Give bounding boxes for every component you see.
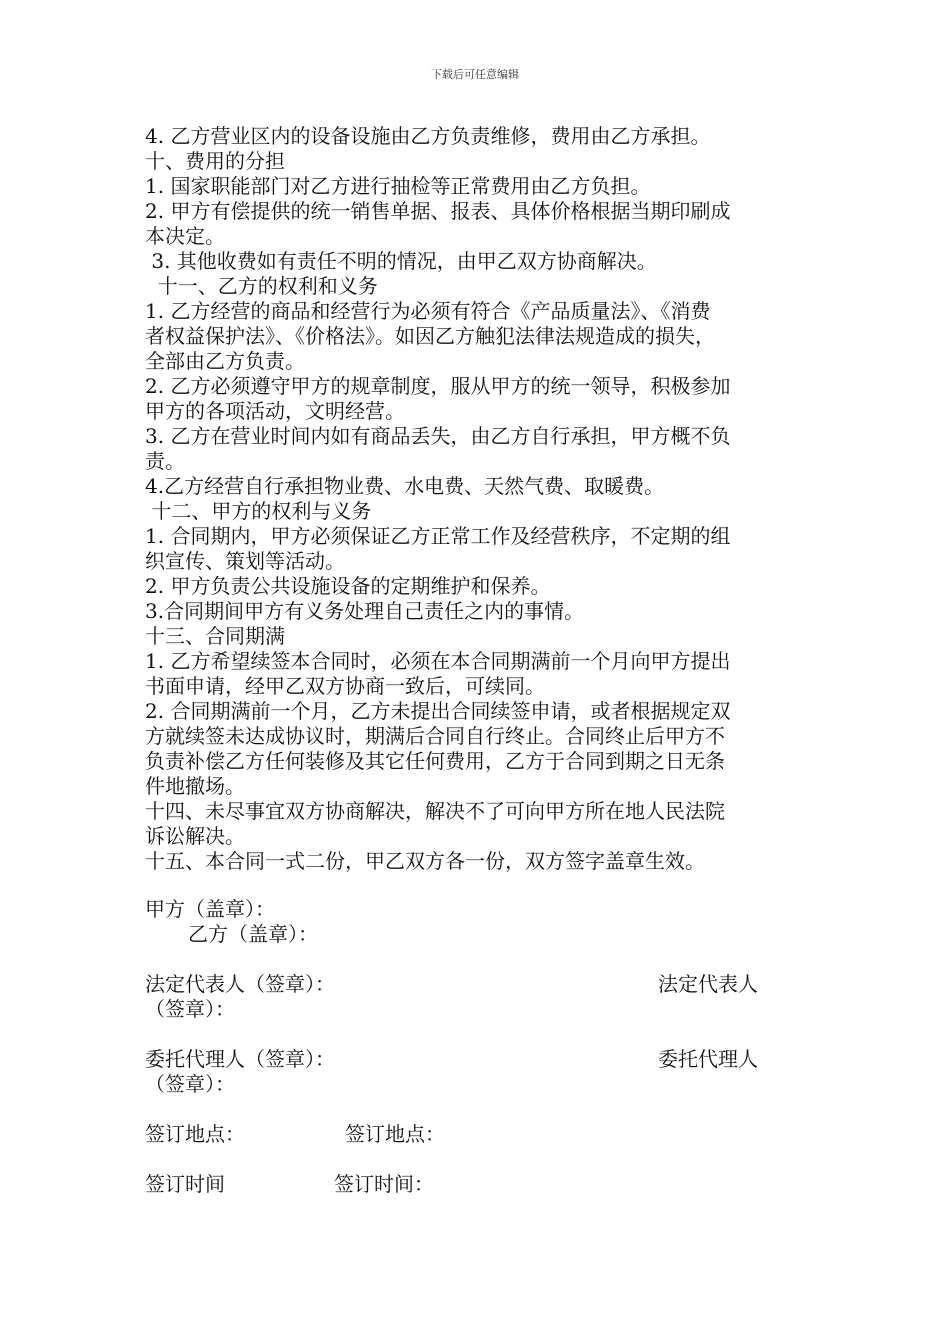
clause-line: 2. 甲方有偿提供的统一销售单据、报表、具体价格根据当期印刷成 [145, 199, 731, 223]
legal-rep-b-label: 法定代表人 [658, 972, 758, 996]
section-heading: 十三、合同期满 [145, 624, 285, 648]
time-b-label: 签订时间： [334, 1172, 434, 1196]
party-b-seal-label: 乙方（盖章）： [188, 922, 318, 946]
clause-line: 2. 合同期满前一个月，乙方未提出合同续签申请，或者根据规定双 [145, 699, 731, 723]
clause-line: 1. 乙方希望续签本合同时，必须在本合同期满前一个月向甲方提出 [145, 649, 731, 673]
clause-line: 2. 甲方负责公共设施设备的定期维护和保养。 [145, 574, 551, 598]
clause-line: 件地撤场。 [145, 774, 245, 798]
legal-rep-a-label: 法定代表人（签章）： [145, 972, 335, 996]
clause-line: 1. 合同期内，甲方必须保证乙方正常工作及经营秩序，不定期的组 [145, 524, 731, 548]
clause-line: 方就续签未达成协议时，期满后合同自行终止。合同终止后甲方不 [145, 724, 725, 748]
clause-line: 4. 乙方营业区内的设备设施由乙方负责维修，费用由乙方承担。 [145, 124, 711, 148]
agent-b-cont: （签章）： [145, 1072, 235, 1096]
clause-line: 4.乙方经营自行承担物业费、水电费、天然气费、取暖费。 [145, 474, 665, 498]
time-a-label: 签订时间 [145, 1172, 225, 1196]
clause-line: 2. 乙方必须遵守甲方的规章制度，服从甲方的统一领导，积极参加 [145, 374, 731, 398]
clause-line: 全部由乙方负责。 [145, 349, 305, 373]
clause-line: 责。 [145, 449, 185, 473]
clause-line: 1. 国家职能部门对乙方进行抽检等正常费用由乙方负担。 [145, 174, 651, 198]
agent-a-label: 委托代理人（签章）： [145, 1047, 335, 1071]
clause-line: 诉讼解决。 [145, 824, 245, 848]
clause-line: 3.合同期间甲方有义务处理自己责任之内的事情。 [145, 599, 585, 623]
legal-rep-b-cont: （签章）： [145, 997, 235, 1021]
party-a-seal-label: 甲方（盖章）： [145, 897, 275, 921]
clause-line: 书面申请，经甲乙双方协商一致后，可续同。 [145, 674, 545, 698]
section-heading: 十一、乙方的权利和义务 [145, 274, 378, 298]
clause-line: 负责补偿乙方任何装修及其它任何费用，乙方于合同到期之日无条 [145, 749, 725, 773]
clause-line: 本决定。 [145, 224, 225, 248]
clause-line: 甲方的各项活动，文明经营。 [145, 399, 405, 423]
section-heading: 十四、未尽事宜双方协商解决，解决不了可向甲方所在地人民法院 [145, 799, 725, 823]
section-heading: 十二、甲方的权利与义务 [145, 499, 372, 523]
page-header: 下载后可任意编辑 [431, 68, 519, 81]
place-a-label: 签订地点： [145, 1122, 245, 1146]
section-heading: 十五、本合同一式二份，甲乙双方各一份，双方签字盖章生效。 [145, 849, 705, 873]
clause-line: 3. 乙方在营业时间内如有商品丢失，由乙方自行承担，甲方概不负 [145, 424, 731, 448]
place-b-label: 签订地点： [345, 1122, 445, 1146]
clause-line: 3. 其他收费如有责任不明的情况，由甲乙双方协商解决。 [145, 249, 657, 273]
section-heading: 十、费用的分担 [145, 149, 285, 173]
contract-body [145, 124, 805, 874]
clause-line: 者权益保护法》、《价格法》。如因乙方触犯法律法规造成的损失， [145, 324, 715, 348]
agent-b-label: 委托代理人 [658, 1047, 758, 1071]
clause-line: 织宣传、策划等活动。 [145, 549, 345, 573]
clause-line: 1. 乙方经营的商品和经营行为必须有符合《产品质量法》、《消费 [145, 299, 711, 323]
